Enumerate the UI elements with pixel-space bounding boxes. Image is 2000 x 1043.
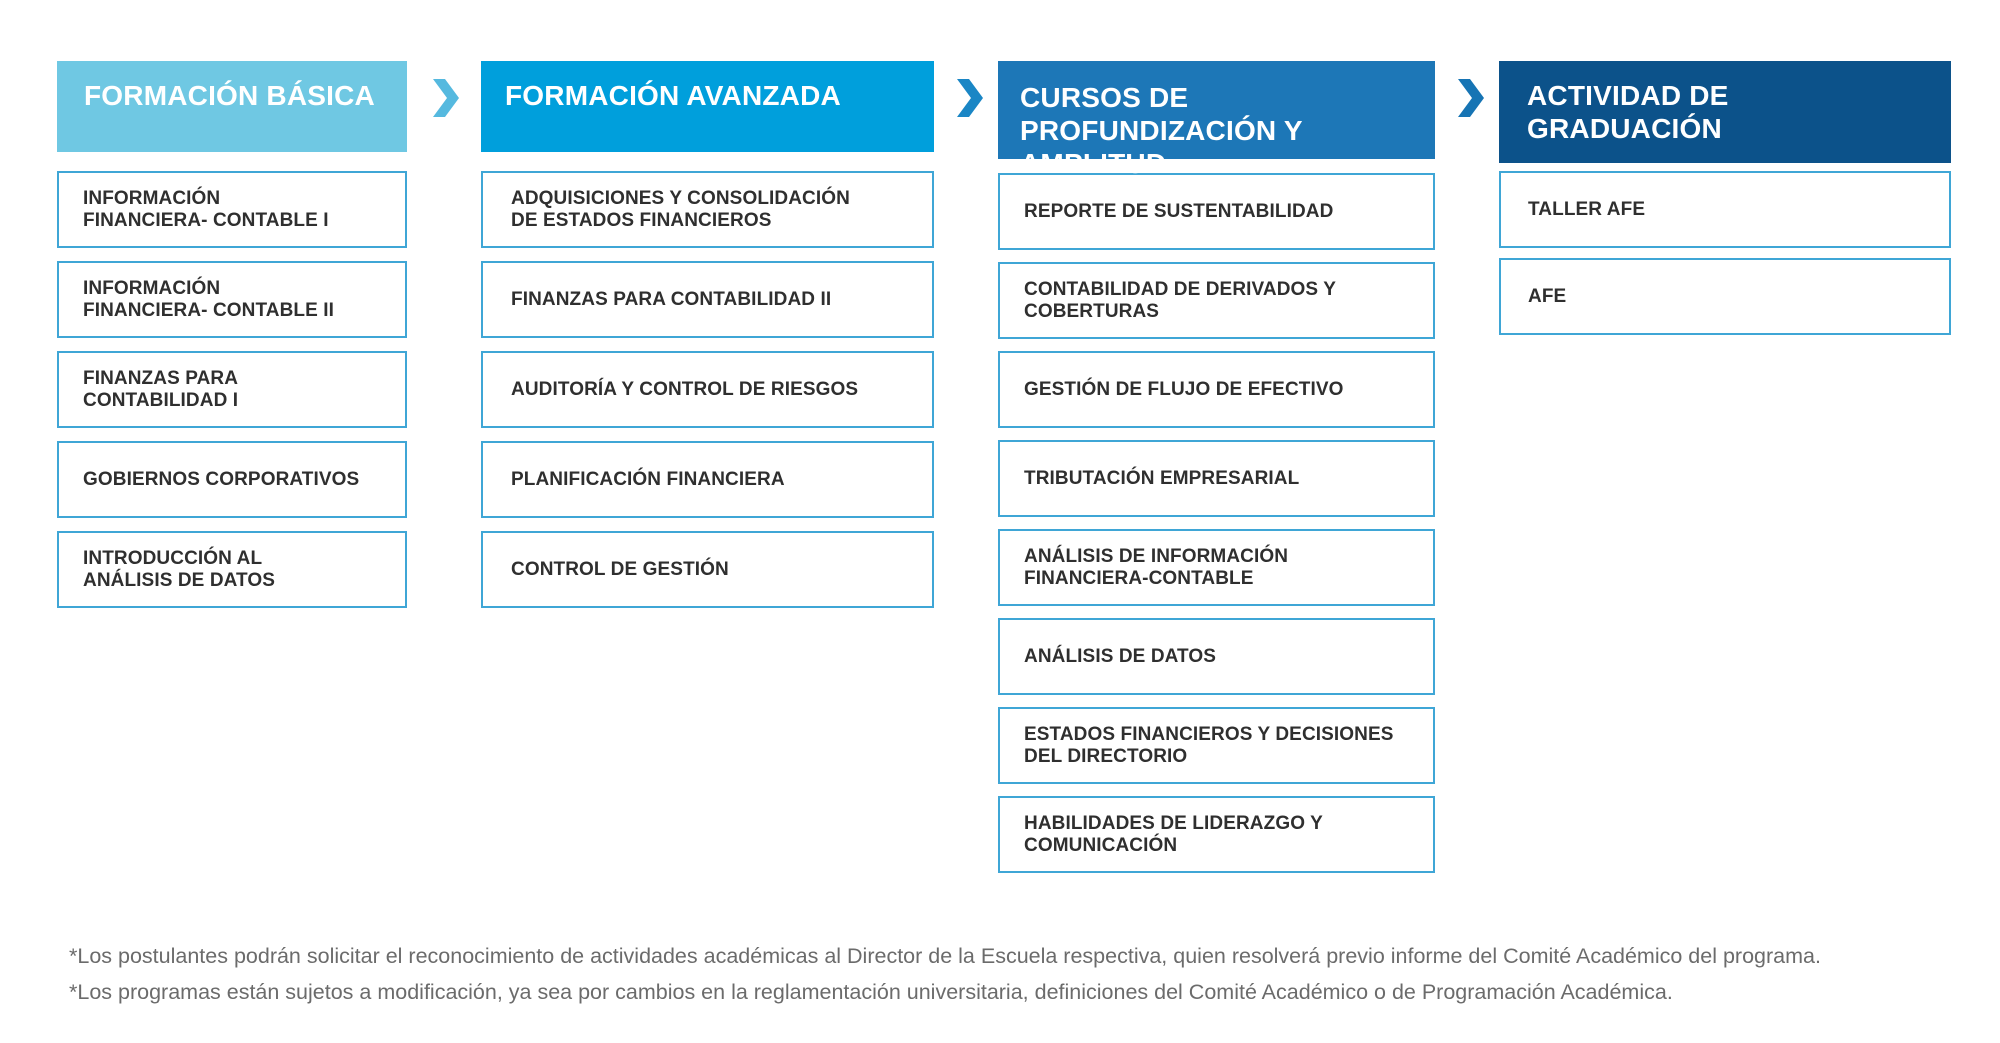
course-label: REPORTE DE SUSTENTABILIDAD bbox=[1024, 200, 1334, 222]
course-item bbox=[57, 441, 407, 518]
course-item bbox=[998, 351, 1435, 428]
course-item bbox=[998, 707, 1435, 784]
course-item bbox=[57, 171, 407, 248]
footer-note: *Los postulantes podrán solicitar el reconocimiento de actividades académicas al Director de la Escuela respectiva, quien resolverá previo informe del Comité Académico del programa. bbox=[69, 944, 1821, 968]
course-label: INFORMACIÓN FINANCIERA- CONTABLE I bbox=[83, 187, 329, 231]
chevron-right-icon bbox=[955, 79, 985, 117]
course-item bbox=[57, 531, 407, 608]
footer-notes bbox=[69, 938, 1949, 1010]
course-label: AUDITORÍA Y CONTROL DE RIESGOS bbox=[511, 378, 859, 400]
course-list bbox=[1499, 171, 1951, 335]
course-list bbox=[481, 171, 934, 608]
course-item bbox=[998, 529, 1435, 606]
course-item bbox=[481, 351, 934, 428]
course-item bbox=[481, 441, 934, 518]
course-item bbox=[57, 261, 407, 338]
course-label: GOBIERNOS CORPORATIVOS bbox=[83, 468, 360, 490]
course-label: FINANZAS PARA CONTABILIDAD II bbox=[511, 288, 832, 310]
course-item bbox=[998, 262, 1435, 339]
column-header: FORMACIÓN AVANZADA bbox=[481, 61, 934, 152]
course-item bbox=[481, 261, 934, 338]
course-label: TRIBUTACIÓN EMPRESARIAL bbox=[1024, 467, 1300, 489]
column-header: FORMACIÓN BÁSICA bbox=[57, 61, 407, 152]
footer-note: *Los programas están sujetos a modificación, ya sea por cambios en la reglamentación universitaria, definiciones del Comité Académico o de Programación Académica. bbox=[69, 980, 1673, 1004]
course-item bbox=[998, 440, 1435, 517]
column-formacion-avanzada bbox=[481, 61, 934, 621]
course-label: FINANZAS PARA CONTABILIDAD I bbox=[83, 367, 239, 411]
course-label: ANÁLISIS DE INFORMACIÓN FINANCIERA-CONTABLE bbox=[1024, 545, 1289, 589]
course-label: HABILIDADES DE LIDERAZGO Y COMUNICACIÓN bbox=[1024, 812, 1323, 856]
course-label: INTRODUCCIÓN AL ANÁLISIS DE DATOS bbox=[83, 547, 276, 591]
column-cursos-profundizacion bbox=[998, 61, 1435, 885]
course-item bbox=[1499, 258, 1951, 335]
chevron-right-icon bbox=[1456, 79, 1486, 117]
course-label: TALLER AFE bbox=[1528, 198, 1646, 220]
course-label: CONTABILIDAD DE DERIVADOS Y COBERTURAS bbox=[1024, 278, 1336, 322]
course-item bbox=[998, 173, 1435, 250]
course-label: GESTIÓN DE FLUJO DE EFECTIVO bbox=[1024, 378, 1344, 400]
course-item bbox=[481, 171, 934, 248]
column-header: CURSOS DE PROFUNDIZACIÓN Y AMPLITUD bbox=[998, 61, 1435, 159]
course-label: PLANIFICACIÓN FINANCIERA bbox=[511, 468, 785, 490]
course-label: CONTROL DE GESTIÓN bbox=[511, 558, 729, 580]
course-label: ADQUISICIONES Y CONSOLIDACIÓN DE ESTADOS FINANCIEROS bbox=[511, 187, 850, 231]
course-list bbox=[998, 173, 1435, 873]
course-label: ANÁLISIS DE DATOS bbox=[1024, 645, 1217, 667]
course-item bbox=[481, 531, 934, 608]
course-list bbox=[57, 171, 407, 608]
course-label: AFE bbox=[1528, 285, 1567, 307]
column-header: ACTIVIDAD DE GRADUACIÓN bbox=[1499, 61, 1951, 163]
column-formacion-basica bbox=[57, 61, 407, 621]
course-item bbox=[57, 351, 407, 428]
course-label: ESTADOS FINANCIEROS Y DECISIONES DEL DIRECTORIO bbox=[1024, 723, 1394, 767]
course-item bbox=[998, 796, 1435, 873]
chevron-right-icon bbox=[431, 79, 461, 117]
course-item bbox=[998, 618, 1435, 695]
course-item bbox=[1499, 171, 1951, 248]
column-actividad-graduacion bbox=[1499, 61, 1951, 345]
course-label: INFORMACIÓN FINANCIERA- CONTABLE II bbox=[83, 277, 335, 321]
